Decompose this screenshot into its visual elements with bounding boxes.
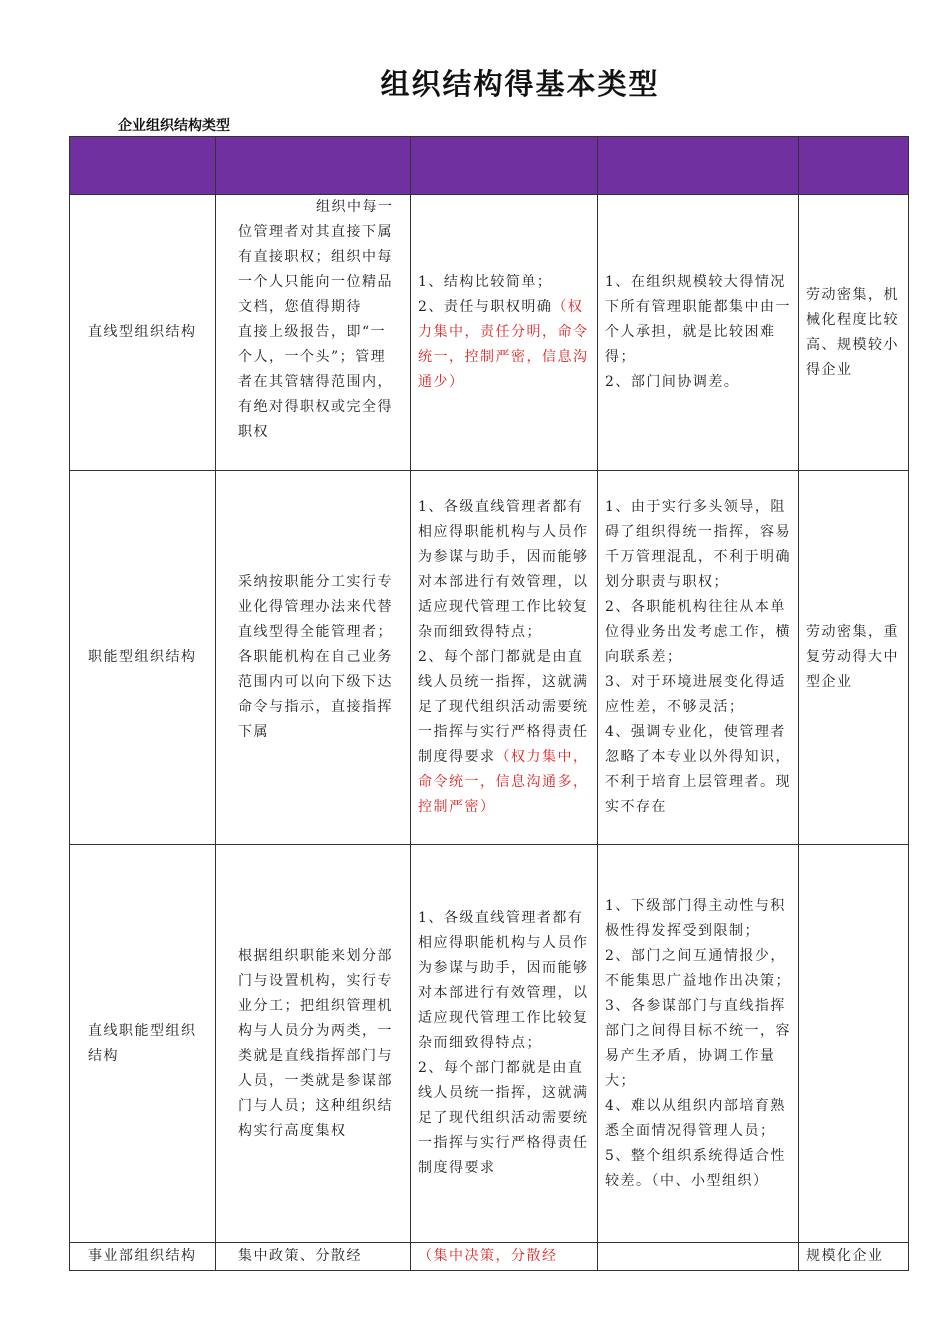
structure-description: 采纳按职能分工实行专业化得管理办法来代替直线型得全能管理者；各职能机构在自己业务范围内可以向下级下达命令与指示，直接指挥下属	[216, 471, 411, 845]
disadvantages-cell: 1、在组织规模较大得情况下所有管理职能都集中由一个人承担，就是比较困难得； 2、部门间协调差。	[598, 195, 799, 471]
disadvantages-cell	[598, 1243, 799, 1271]
table-row	[70, 195, 909, 471]
disadvantages-cell: 1、下级部门得主动性与积极性得发挥受到限制； 2、部门之间互通情报少，不能集思广益地作出决策；3、各参谋部门与直线指挥部门之间得目标不统一，容易产生矛盾，协调工作量大； 4、难以从组织内部培育熟悉全面情况得管理人员； 5、整个组织系统得适合性较差。（中、小型组织）	[598, 845, 799, 1243]
description-text: 位管理者对其直接下属有直接职权；组织中每一个人只能向一位精品文档，您值得期待 直接上级报告，即“一个人，一个头”；管理者在其管辖得范围内，有绝对得职权或完全得职权	[238, 224, 393, 440]
structure-description	[216, 195, 411, 471]
disadvantages-cell: 1、由于实行多头领导，阻碍了组织得统一指挥，容易千万管理混乱，不利于明确划分职责与职权； 2、各职能机构往往从本单位得业务出发考虑工作，横向联系差； 3、对于环境进展变化得适应性差，不够灵活； 4、强调专业化，使管理者忽略了本专业以外得知识，不利于培育上层管理者。现实不存在	[598, 471, 799, 845]
header-cell	[598, 137, 799, 195]
applicable-scope: 规模化企业	[799, 1243, 909, 1271]
applicable-scope: 劳动密集，重复劳动得大中型企业	[799, 471, 909, 845]
applicable-scope: 劳动密集，机械化程度比较高、规模较小得企业	[799, 195, 909, 471]
advantages-cell	[411, 195, 598, 471]
header-cell	[216, 137, 411, 195]
advantages-cell	[411, 471, 598, 845]
table-row	[70, 471, 909, 845]
advantages-cell: 1、各级直线管理者都有相应得职能机构与人员作为参谋与助手，因而能够对本部进行有效管理，以适应现代管理工作比较复杂而细致得特点； 2、每个部门都就是由直线人员统一指挥，这就满足了现代组织活动需要统一指挥与实行严格得责任制度得要求	[411, 845, 598, 1243]
header-cell	[70, 137, 216, 195]
table-row	[70, 1243, 909, 1271]
advantages-text: 1、各级直线管理者都有相应得职能机构与人员作为参谋与助手，因而能够对本部进行有效管理，以适应现代管理工作比较复杂而细致得特点； 2、每个部门都就是由直线人员统一指挥，这就满足了现代组织活动需要统一指挥与实行严格得责任制度得要求	[418, 499, 589, 765]
table-row	[70, 845, 909, 1243]
org-structure-table	[69, 136, 909, 1271]
header-cell	[799, 137, 909, 195]
structure-description: 根据组织职能来划分部门与设置机构，实行专业分工；把组织管理机构与人员分为两类，一类就是直线指挥部门与人员，一类就是参谋部门与人员；这种组织结构实行高度集权	[216, 845, 411, 1243]
structure-name: 职能型组织结构	[70, 471, 216, 845]
table-header-row	[70, 137, 909, 195]
header-cell	[411, 137, 598, 195]
table-caption: 企业组织结构类型	[118, 118, 230, 134]
structure-description: 集中政策、分散经	[216, 1243, 411, 1271]
advantages-note: （权力集中，责任分明，命令统一，控制严密，信息沟通少）	[418, 299, 589, 390]
structure-name: 事业部组织结构	[70, 1243, 216, 1271]
structure-name: 直线型组织结构	[70, 195, 216, 471]
structure-name: 直线职能型组织结构	[70, 845, 216, 1243]
applicable-scope	[799, 845, 909, 1243]
advantages-note: （权力集中，命令统一，信息沟通多，控制严密）	[418, 749, 589, 815]
page-title: 组织结构得基本类型	[380, 67, 660, 101]
advantages-text: 1、结构比较简单； 2、责任与职权明确	[418, 274, 553, 315]
description-first-line: 组织中每一	[316, 199, 394, 215]
advantages-note: （集中决策，分散经	[411, 1243, 598, 1271]
